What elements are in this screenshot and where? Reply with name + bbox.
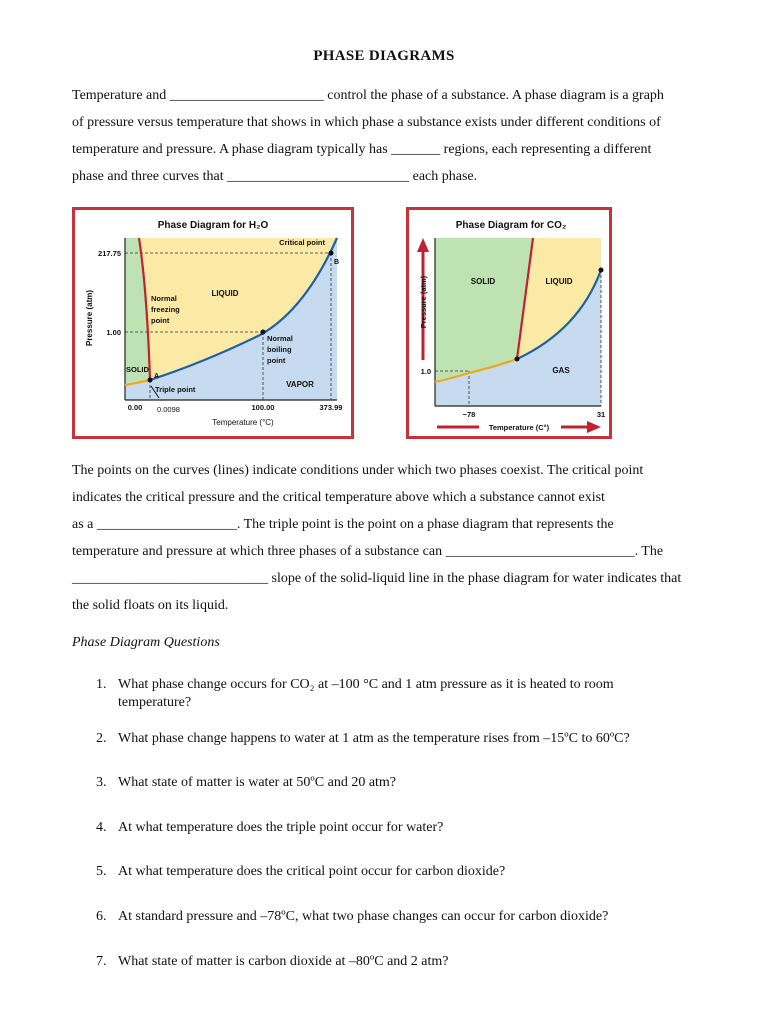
h2o-boiling-label-2: boiling [267, 345, 292, 354]
question-text: What phase change occurs for CO₂ at –100 °C and 1 atm pressure as it is heated to room temperature? [118, 677, 614, 710]
h2o-solid-label: SOLID [126, 365, 149, 374]
co2-y-tick-one: 1.0 [420, 367, 431, 376]
co2-y-axis-label: Pressure (atm) [419, 275, 428, 329]
co2-x-tick-triple: −78 [462, 410, 476, 419]
co2-pressure-arrow-head [417, 238, 429, 252]
h2o-boiling-point-dot [261, 330, 266, 335]
h2o-y-tick-one: 1.00 [106, 328, 121, 337]
h2o-b-label: B [334, 259, 340, 266]
h2o-critical-point-label: Critical point [279, 238, 325, 247]
body-line: temperature and pressure at which three phases of a substance can ___________________________. The [72, 544, 664, 559]
question-text: At what temperature does the critical point occur for carbon dioxide? [118, 864, 506, 879]
h2o-phase-diagram [72, 207, 354, 439]
h2o-diagram-svg [75, 210, 351, 436]
body-paragraph [72, 457, 722, 619]
intro-line: Temperature and ______________________ control the phase of a substance. A phase diagram is a graph [72, 88, 664, 103]
co2-temperature-arrow-head [587, 421, 601, 433]
question-number: 1. [96, 677, 107, 692]
h2o-a-label: A [154, 373, 160, 380]
question-text: At standard pressure and –78ºC, what two phase changes can occur for carbon dioxide? [118, 909, 609, 924]
co2-liquid-label: LIQUID [545, 277, 573, 286]
h2o-freezing-label-3: point [151, 316, 170, 325]
body-line: as a ____________________. The triple point is the point on a phase diagram that represents the [72, 517, 614, 532]
intro-paragraph [72, 82, 722, 190]
h2o-diagram-title: Phase Diagram for H₂O [157, 220, 269, 231]
page-title: PHASE DIAGRAMS [313, 48, 455, 64]
co2-diagram-title: Phase Diagram for CO₂ [455, 220, 567, 231]
h2o-freezing-label-2: freezing [151, 305, 180, 314]
h2o-x-axis-label: Temperature (°C) [212, 418, 274, 427]
co2-phase-diagram [406, 207, 612, 439]
body-line: indicates the critical pressure and the critical temperature above which a substance cannot exist [72, 490, 605, 505]
h2o-x-tick-zero: 0.00 [127, 403, 143, 412]
question-text: What state of matter is carbon dioxide at –80ºC and 2 atm? [118, 954, 449, 969]
h2o-vapor-label: VAPOR [286, 380, 314, 389]
h2o-liquid-label: LIQUID [211, 289, 239, 298]
body-line: The points on the curves (lines) indicate conditions under which two phases coexist. The critical point [72, 463, 644, 478]
co2-gas-label: GAS [552, 366, 570, 375]
h2o-critical-point-dot [329, 251, 334, 256]
question-number: 6. [96, 909, 107, 924]
h2o-y-tick-critical: 217.75 [98, 249, 121, 258]
question-text: What state of matter is water at 50ºC and 20 atm? [118, 775, 397, 790]
intro-line: phase and three curves that __________________________ each phase. [72, 169, 478, 184]
h2o-boiling-label-1: Normal [267, 334, 293, 343]
intro-line: of pressure versus temperature that shows in which phase a substance exists under different conditions of [72, 115, 661, 130]
body-line: ____________________________ slope of the solid-liquid line in the phase diagram for water indicates that [72, 571, 682, 586]
h2o-x-tick-triple: 0.0098 [157, 405, 180, 414]
co2-triple-point-dot [515, 357, 520, 362]
co2-solid-label: SOLID [470, 277, 496, 286]
h2o-x-tick-boiling: 100.00 [251, 403, 275, 412]
h2o-triple-point-label: Triple point [155, 385, 196, 394]
questions-heading: Phase Diagram Questions [72, 635, 220, 650]
question-number: 5. [96, 864, 107, 879]
h2o-boiling-label-3: point [267, 356, 286, 365]
question-text: What phase change happens to water at 1 atm as the temperature rises from –15ºC to 60ºC? [118, 731, 630, 746]
co2-critical-point-dot [599, 268, 604, 273]
body-line: the solid floats on its liquid. [72, 598, 229, 613]
question-text: At what temperature does the triple point occur for water? [118, 820, 444, 835]
question-number: 3. [96, 775, 107, 790]
question-number: 4. [96, 820, 107, 835]
co2-x-tick-critical: 31 [596, 410, 606, 419]
h2o-freezing-label-1: Normal [151, 294, 177, 303]
h2o-x-tick-critical: 373.99 [319, 403, 343, 412]
question-number: 2. [96, 731, 107, 746]
intro-line: temperature and pressure. A phase diagram typically has _______ regions, each representing a different [72, 142, 652, 157]
co2-x-axis-label: Temperature (C°) [488, 423, 550, 432]
co2-diagram-svg [409, 210, 609, 436]
h2o-y-axis-label: Pressure (atm) [85, 289, 94, 347]
question-number: 7. [96, 954, 107, 969]
h2o-triple-point-dot [148, 378, 153, 383]
